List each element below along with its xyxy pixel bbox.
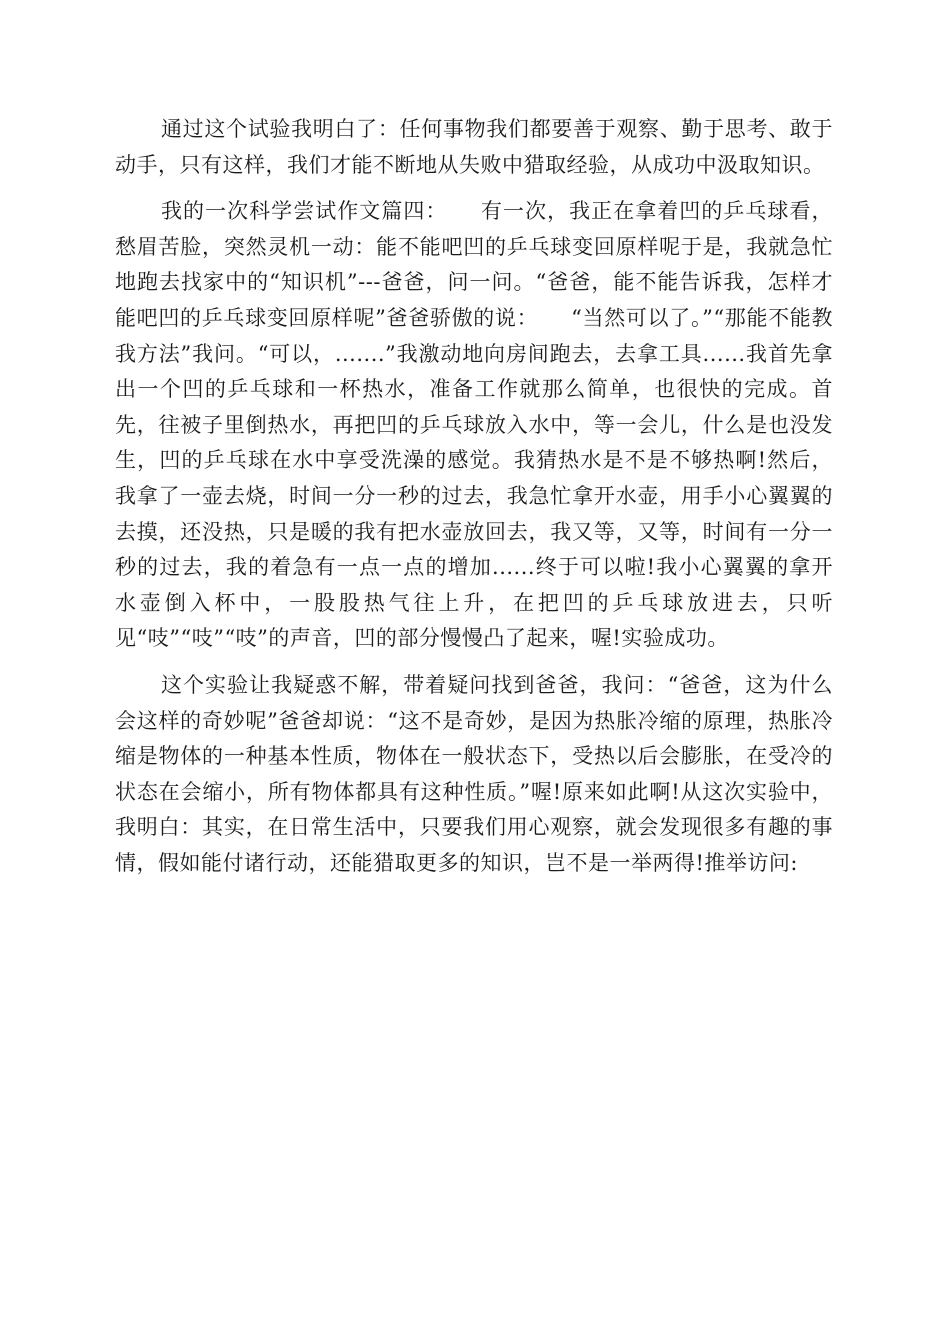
paragraph-experiment-story: 我的一次科学尝试作文篇四： 有一次，我正在拿着凹的乒乓球看，愁眉苦脸，突然灵机一动：能不能吧凹的乒乓球变回原样呢于是，我就急忙地跑去找家中的“知识机”---爸爸，问一问。“爸爸，能不能告诉我，怎样才能吧凹的乒乓球变回原样呢”爸爸骄傲的说： “当然可以了。”“那能不能教我方法”我问。“可以，.......”我激动地向房间跑去，去拿工具......我首先拿出一个凹的乒乓球和一杯热水，准备工作就那么简单，也很快的完成。首先，往被子里倒热水，再把凹的乒乓球放入水中，等一会儿，什么是也没发生，凹的乒乓球在水中享受洗澡的感觉。我猜热水是不是不够热啊!然后，我拿了一壶去烧，时间一分一秒的过去，我急忙拿开水壶，用手小心翼翼的去摸，还没热，只是暖的我有把水壶放回去，我又等，又等，时间有一分一秒的过去，我的着急有一点一点的增加......终于可以啦!我小心翼翼的拿开水壶倒入杯中，一股股热气往上升，在把凹的乒乓球放进去，只听见“吱”“吱”“吱”的声音，凹的部分慢慢凸了起来，喔!实验成功。	[115, 199, 833, 651]
paragraph-conclusion: 通过这个试验我明白了：任何事物我们都要善于观察、勤于思考、敢于动手，只有这样，我们才能不断地从失败中猎取经验，从成功中汲取知识。	[115, 117, 833, 177]
document-body	[115, 112, 833, 892]
paragraph-explanation: 这个实验让我疑惑不解，带着疑问找到爸爸，我问：“爸爸，这为什么会这样的奇妙呢”爸爸却说：“这不是奇妙，是因为热胀冷缩的原理，热胀冷缩是物体的一种基本性质，物体在一般状态下，受热以后会膨胀，在受冷的状态在会缩小，所有物体都具有这种性质。”喔!原来如此啊!从这次实验中，我明白：其实，在日常生活中，只要我们用心观察，就会发现很多有趣的事情，假如能付诸行动，还能猎取更多的知识，岂不是一举两得!推举访问:	[115, 672, 833, 875]
